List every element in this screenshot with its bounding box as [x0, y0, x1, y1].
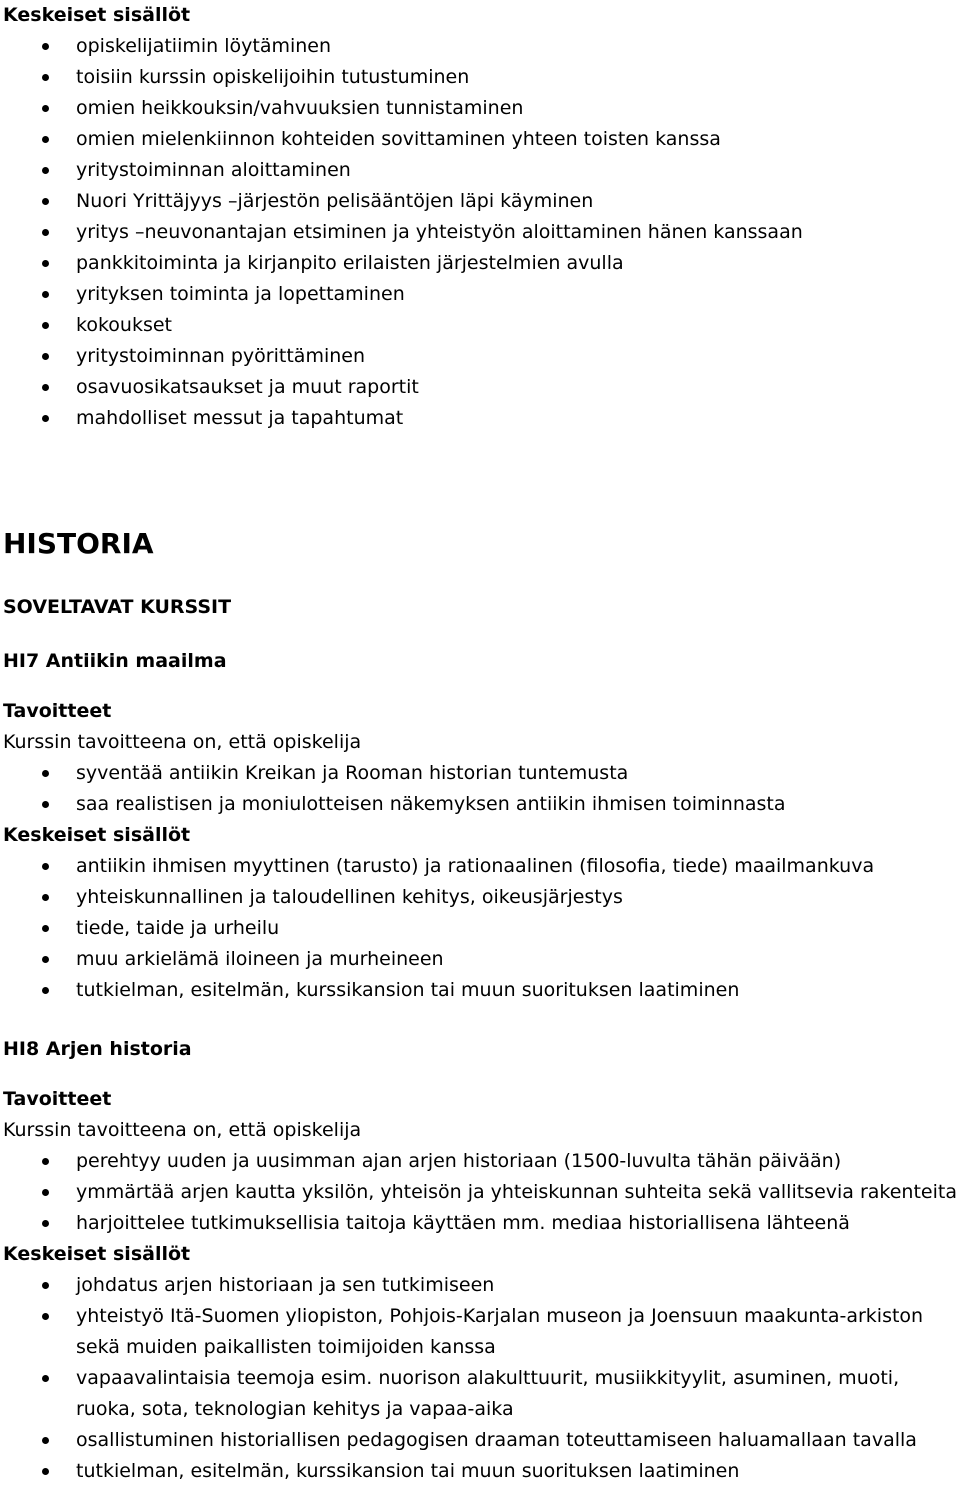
list-item: tutkielman, esitelmän, kurssikansion tai muun suorituksen laatiminen	[3, 975, 960, 1006]
list-item: kokoukset	[3, 310, 960, 341]
goals-list	[3, 758, 960, 820]
list-item: Nuori Yrittäjyys –järjestön pelisääntöjen läpi käyminen	[3, 186, 960, 217]
goals-intro: Kurssin tavoitteena on, että opiskelija	[3, 1119, 362, 1141]
list-item: vapaavalintaisia teemoja esim. nuorison alakulttuurit, musiikkityylit, asuminen, muoti, ruoka, sota, teknologian kehitys ja vapaa-aika	[3, 1363, 960, 1425]
bullet-icon	[42, 322, 49, 329]
list-item: syventää antiikin Kreikan ja Rooman historian tuntemusta	[3, 758, 960, 789]
subheading: SOVELTAVAT KURSSIT	[3, 596, 232, 618]
list-item: mahdolliset messut ja tapahtumat	[3, 403, 960, 434]
list-item: johdatus arjen historiaan ja sen tutkimiseen	[3, 1270, 960, 1301]
bullet-icon	[42, 956, 49, 963]
bullet-icon	[42, 801, 49, 808]
list-item: yritys –neuvonantajan etsiminen ja yhteistyön aloittaminen hänen kanssaan	[3, 217, 960, 248]
subject-title: HISTORIA	[3, 527, 154, 560]
bullet-icon	[42, 925, 49, 932]
bullet-icon	[42, 384, 49, 391]
contents-list	[3, 1270, 960, 1487]
goals-heading: Tavoitteet	[3, 1088, 112, 1110]
list-item: antiikin ihmisen myyttinen (tarusto) ja rationaalinen (filosofia, tiede) maailmankuva	[3, 851, 960, 882]
goals-intro: Kurssin tavoitteena on, että opiskelija	[3, 731, 362, 753]
bullet-icon	[42, 229, 49, 236]
bullet-icon	[42, 1468, 49, 1475]
bullet-icon	[42, 1282, 49, 1289]
bullet-icon	[42, 1375, 49, 1382]
list-item: pankkitoiminta ja kirjanpito erilaisten järjestelmien avulla	[3, 248, 960, 279]
bullet-icon	[42, 1189, 49, 1196]
list-item: yhteiskunnallinen ja taloudellinen kehitys, oikeusjärjestys	[3, 882, 960, 913]
list-item: opiskelijatiimin löytäminen	[3, 31, 960, 62]
bullet-icon	[42, 863, 49, 870]
list-item: yrityksen toiminta ja lopettaminen	[3, 279, 960, 310]
bullet-icon	[42, 1220, 49, 1227]
bullet-icon	[42, 291, 49, 298]
bullet-icon	[42, 74, 49, 81]
contents-list	[3, 851, 960, 1006]
goals-heading: Tavoitteet	[3, 700, 112, 722]
section-heading-keskeiset: Keskeiset sisällöt	[3, 4, 191, 26]
bullet-icon	[42, 353, 49, 360]
list-item: yritystoiminnan pyörittäminen	[3, 341, 960, 372]
bullet-icon	[42, 1437, 49, 1444]
bullet-icon	[42, 1158, 49, 1165]
bullet-icon	[42, 894, 49, 901]
list-item: osallistuminen historiallisen pedagogisen draaman toteuttamiseen haluamallaan tavalla	[3, 1425, 960, 1456]
bullet-icon	[42, 136, 49, 143]
list-item: harjoittelee tutkimuksellisia taitoja käyttäen mm. mediaa historiallisena lähteenä	[3, 1208, 960, 1239]
list-item: tiede, taide ja urheilu	[3, 913, 960, 944]
list-item: saa realistisen ja moniulotteisen näkemyksen antiikin ihmisen toiminnasta	[3, 789, 960, 820]
bullet-icon	[42, 415, 49, 422]
bullet-icon	[42, 1313, 49, 1320]
bullet-icon	[42, 987, 49, 994]
list-item: omien mielenkiinnon kohteiden sovittaminen yhteen toisten kanssa	[3, 124, 960, 155]
bullet-icon	[42, 105, 49, 112]
goals-list	[3, 1146, 960, 1239]
bullet-icon	[42, 43, 49, 50]
list-item: perehtyy uuden ja uusimman ajan arjen historiaan (1500-luvulta tähän päivään)	[3, 1146, 960, 1177]
list-item: ymmärtää arjen kautta yksilön, yhteisön ja yhteiskunnan suhteita sekä vallitsevia rakenteita	[3, 1177, 960, 1208]
list-item: toisiin kurssin opiskelijoihin tutustuminen	[3, 62, 960, 93]
bullet-icon	[42, 167, 49, 174]
course-title: HI8 Arjen historia	[3, 1038, 192, 1060]
course-title: HI7 Antiikin maailma	[3, 650, 227, 672]
list-item: osavuosikatsaukset ja muut raportit	[3, 372, 960, 403]
list-item: tutkielman, esitelmän, kurssikansion tai muun suorituksen laatiminen	[3, 1456, 960, 1487]
bullet-icon	[42, 198, 49, 205]
list-item: muu arkielämä iloineen ja murheineen	[3, 944, 960, 975]
section1-list	[3, 31, 960, 434]
bullet-icon	[42, 770, 49, 777]
bullet-icon	[42, 260, 49, 267]
content-heading: Keskeiset sisällöt	[3, 824, 191, 846]
list-item: omien heikkouksin/vahvuuksien tunnistaminen	[3, 93, 960, 124]
list-item: yritystoiminnan aloittaminen	[3, 155, 960, 186]
content-heading: Keskeiset sisällöt	[3, 1243, 191, 1265]
list-item: yhteistyö Itä-Suomen yliopiston, Pohjois-Karjalan museon ja Joensuun maakunta-arkiston sekä muiden paikallisten toimijoiden kanssa	[3, 1301, 960, 1363]
